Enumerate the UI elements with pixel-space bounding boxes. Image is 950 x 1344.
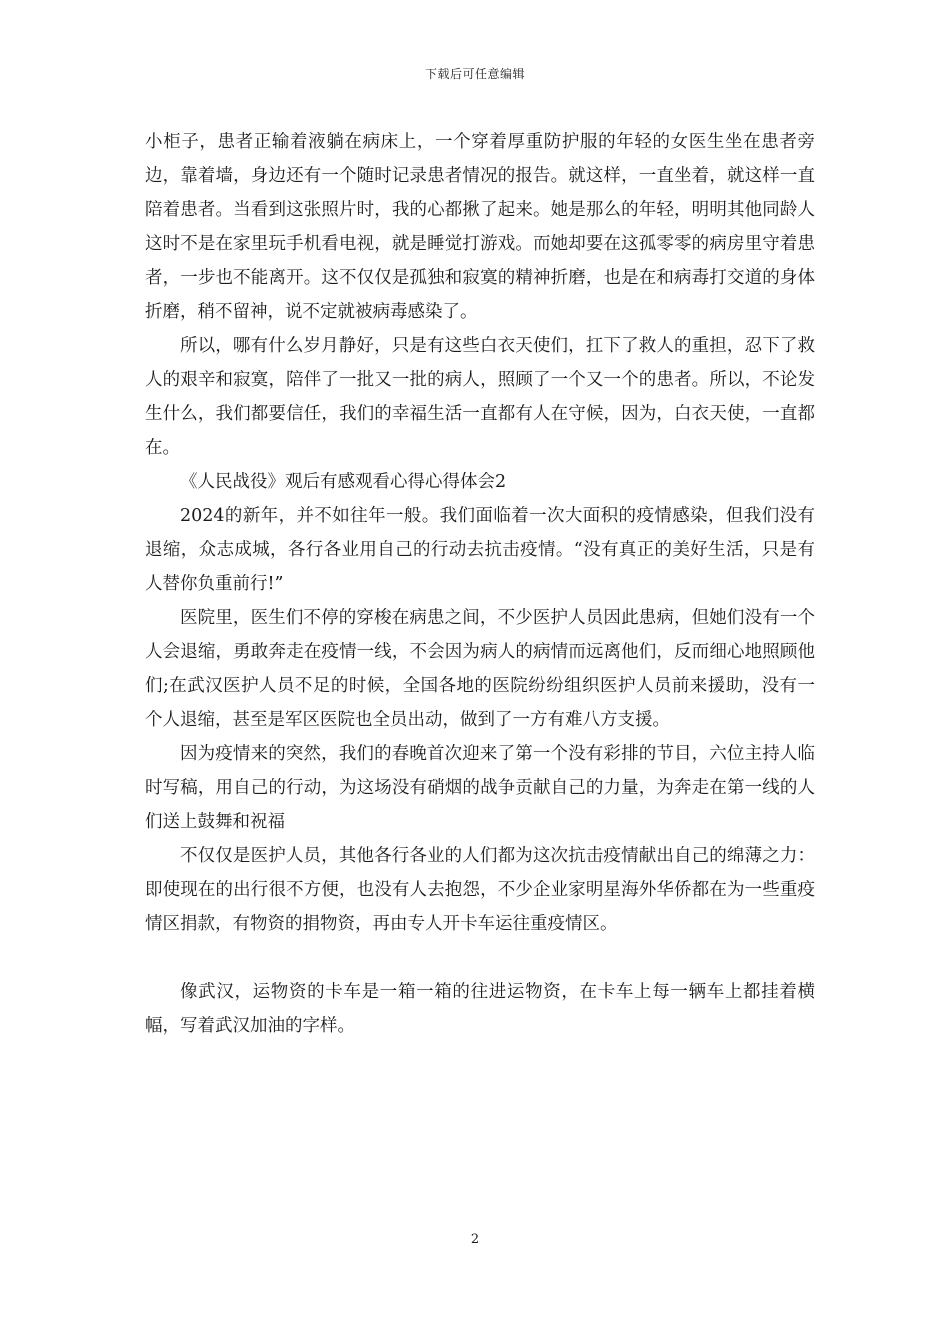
paragraph-4: 医院里，医生们不停的穿梭在病患之间，不少医护人员因此患病，但她们没有一个人会退缩，勇敢奔走在疫情一线，不会因为病人的病情而远离他们，反而细心地照顾他们;在武汉医护人员不足的时候，全国各地的医院纷纷组织医护人员前来援助，没有一个人退缩，甚至是军区医院也全员出动，做到了一方有难八方支援。 <box>145 608 815 730</box>
document-body <box>145 125 815 1043</box>
paragraph-6: 不仅仅是医护人员，其他各行各业的人们都为这次抗击疫情献出自己的绵薄之力：即使现在的出行很不方便，也没有人去抱怨，不少企业家明星海外华侨都在为一些重疫情区捐款，有物资的捐物资，再由专人开卡车运往重疫情区。 <box>145 846 815 934</box>
paragraph-3: 2024的新年，并不如往年一般。我们面临着一次大面积的疫情感染，但我们没有退缩，众志成城，各行各业用自己的行动去抗击疫情。“没有真正的美好生活，只是有人替你负重前行!” <box>145 506 815 594</box>
page-number: 2 <box>470 1232 480 1247</box>
page-header: 下载后可任意编辑 <box>424 67 525 81</box>
paragraph-2: 所以，哪有什么岁月静好，只是有这些白衣天使们，扛下了救人的重担，忍下了救人的艰辛和寂寞，陪伴了一批又一批的病人，照顾了一个又一个的患者。所以，不论发生什么，我们都要信任，我们的幸福生活一直都有人在守候，因为，白衣天使，一直都在。 <box>145 336 815 458</box>
blank-line <box>145 941 815 975</box>
section-heading: 《人民战役》观后有感观看心得心得体会2 <box>180 472 507 492</box>
paragraph-7: 像武汉，运物资的卡车是一箱一箱的往进运物资，在卡车上每一辆车上都挂着横幅，写着武汉加油的字样。 <box>145 982 815 1036</box>
paragraph-5: 因为疫情来的突然，我们的春晚首次迎来了第一个没有彩排的节目，六位主持人临时写稿，用自己的行动，为这场没有硝烟的战争贡献自己的力量，为奔走在第一线的人们送上鼓舞和祝福 <box>145 744 815 832</box>
paragraph-1: 小柜子，患者正输着液躺在病床上，一个穿着厚重防护服的年轻的女医生坐在患者旁边，靠着墙，身边还有一个随时记录患者情况的报告。就这样，一直坐着，就这样一直陪着患者。当看到这张照片时，我的心都揪了起来。她是那么的年轻，明明其他同龄人这时不是在家里玩手机看电视，就是睡觉打游戏。而她却要在这孤零零的病房里守着患者，一步也不能离开。这不仅仅是孤独和寂寞的精神折磨，也是在和病毒打交道的身体折磨，稍不留神，说不定就被病毒感染了。 <box>145 132 815 322</box>
